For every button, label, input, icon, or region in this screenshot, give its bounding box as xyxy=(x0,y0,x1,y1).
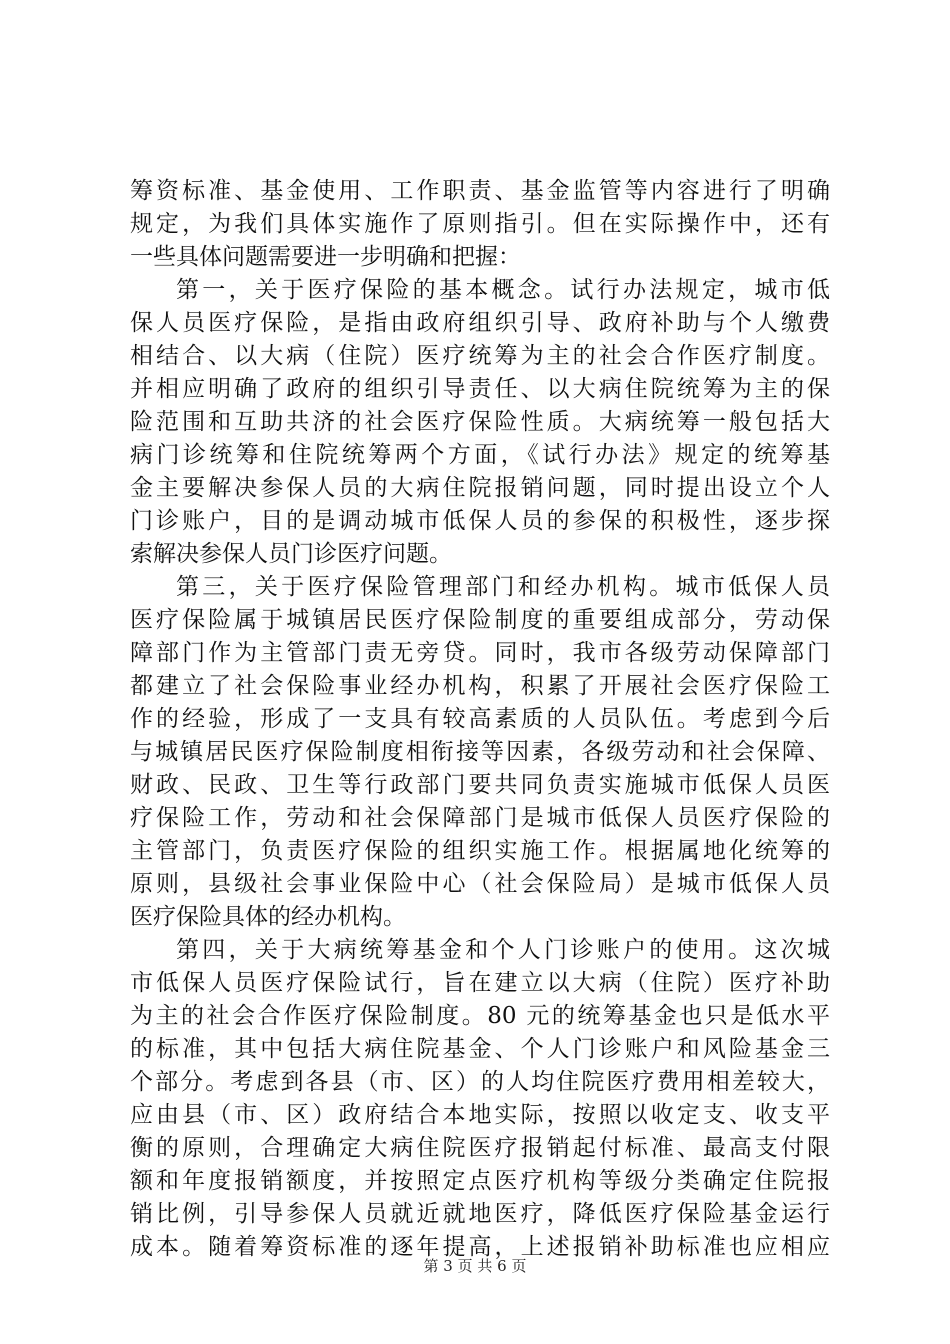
text-line xyxy=(130,1165,830,1198)
text-line-content: 疗保险工作，劳动和社会保障部门是城市低保人员医疗保险的 xyxy=(130,805,830,831)
text-line xyxy=(130,472,830,505)
text-line xyxy=(130,439,830,472)
text-line-content: 医疗保险具体的经办机构。 xyxy=(130,904,406,930)
text-line-content: 保人员医疗保险，是指由政府组织引导、政府补助与个人缴费 xyxy=(130,310,830,336)
text-line xyxy=(130,934,830,967)
text-line-content: 第四，关于大病统筹基金和个人门诊账户的使用。这次城 xyxy=(176,937,830,963)
text-line-content: 为主的社会合作医疗保险制度。80 元的统筹基金也只是低水平 xyxy=(130,1003,830,1029)
text-line xyxy=(130,340,830,373)
text-line-content: 主管部门，负责医疗保险的组织实施工作。根据属地化统筹的 xyxy=(130,838,830,864)
text-line xyxy=(130,835,830,868)
text-line-content: 原则，县级社会事业保险中心（社会保险局）是城市低保人员 xyxy=(130,871,830,897)
text-line-content: 个部分。考虑到各县（市、区）的人均住院医疗费用相差较大， xyxy=(130,1069,830,1095)
text-line-content: 规定，为我们具体实施作了原则指引。但在实际操作中，还有 xyxy=(130,211,830,237)
text-line xyxy=(130,670,830,703)
text-line xyxy=(130,802,830,835)
document-body xyxy=(130,175,830,1264)
text-line xyxy=(130,373,830,406)
text-line-content: 应由县（市、区）政府结合本地实际，按照以收定支、收支平 xyxy=(130,1102,830,1128)
text-line-content: 都建立了社会保险事业经办机构，积累了开展社会医疗保险工 xyxy=(130,673,830,699)
text-line-content: 金主要解决参保人员的大病住院报销问题，同时提出设立个人 xyxy=(130,475,830,501)
text-line xyxy=(130,769,830,802)
text-line-content: 一些具体问题需要进一步明确和把握： xyxy=(130,244,521,270)
text-line-content: 成本。随着筹资标准的逐年提高，上述报销补助标准也应相应 xyxy=(130,1234,830,1260)
text-line-content: 索解决参保人员门诊医疗问题。 xyxy=(130,541,452,567)
text-line-content: 销比例，引导参保人员就近就地医疗，降低医疗保险基金运行 xyxy=(130,1201,830,1227)
text-line-content: 门诊账户，目的是调动城市低保人员的参保的积极性，逐步探 xyxy=(130,508,830,534)
text-line xyxy=(130,703,830,736)
text-line xyxy=(130,1099,830,1132)
text-line xyxy=(130,406,830,439)
text-line xyxy=(130,1198,830,1231)
text-line xyxy=(130,1066,830,1099)
text-line-content: 市低保人员医疗保险试行，旨在建立以大病（住院）医疗补助 xyxy=(130,970,830,996)
text-line xyxy=(130,637,830,670)
text-line xyxy=(130,1132,830,1165)
text-line xyxy=(130,208,830,241)
text-line-content: 第一，关于医疗保险的基本概念。试行办法规定，城市低 xyxy=(176,277,830,303)
text-line-content: 的标准，其中包括大病住院基金、个人门诊账户和风险基金三 xyxy=(130,1036,830,1062)
text-line xyxy=(130,736,830,769)
text-line-content: 相结合、以大病（住院）医疗统筹为主的社会合作医疗制度。 xyxy=(130,343,830,369)
text-line xyxy=(130,1033,830,1066)
text-line-content: 衡的原则，合理确定大病住院医疗报销起付标准、最高支付限 xyxy=(130,1135,830,1161)
text-line xyxy=(130,538,830,571)
text-line xyxy=(130,967,830,1000)
text-line-content: 额和年度报销额度，并按照定点医疗机构等级分类确定住院报 xyxy=(130,1168,830,1194)
text-line xyxy=(130,1000,830,1033)
text-line xyxy=(130,307,830,340)
text-line-content: 险范围和互助共济的社会医疗保险性质。大病统筹一般包括大 xyxy=(130,409,830,435)
text-line xyxy=(130,868,830,901)
text-line-content: 财政、民政、卫生等行政部门要共同负责实施城市低保人员医 xyxy=(130,772,830,798)
text-line-content: 筹资标准、基金使用、工作职责、基金监管等内容进行了明确 xyxy=(130,178,830,204)
page-footer: 第 3 页 共 6 页 xyxy=(423,1257,527,1275)
text-line xyxy=(130,505,830,538)
text-line-content: 作的经验，形成了一支具有较高素质的人员队伍。考虑到今后 xyxy=(130,706,830,732)
text-line xyxy=(130,604,830,637)
text-line-content: 第三，关于医疗保险管理部门和经办机构。城市低保人员 xyxy=(176,574,830,600)
text-line-content: 病门诊统筹和住院统筹两个方面，《试行办法》规定的统筹基 xyxy=(130,442,830,468)
text-line xyxy=(130,571,830,604)
text-line xyxy=(130,274,830,307)
text-line xyxy=(130,175,830,208)
text-line-content: 与城镇居民医疗保险制度相衔接等因素，各级劳动和社会保障、 xyxy=(130,739,830,765)
text-line xyxy=(130,901,830,934)
text-line-content: 障部门作为主管部门责无旁贷。同时，我市各级劳动保障部门 xyxy=(130,640,830,666)
text-line-content: 医疗保险属于城镇居民医疗保险制度的重要组成部分，劳动保 xyxy=(130,607,830,633)
text-line-content: 并相应明确了政府的组织引导责任、以大病住院统筹为主的保 xyxy=(130,376,830,402)
text-line xyxy=(130,241,830,274)
